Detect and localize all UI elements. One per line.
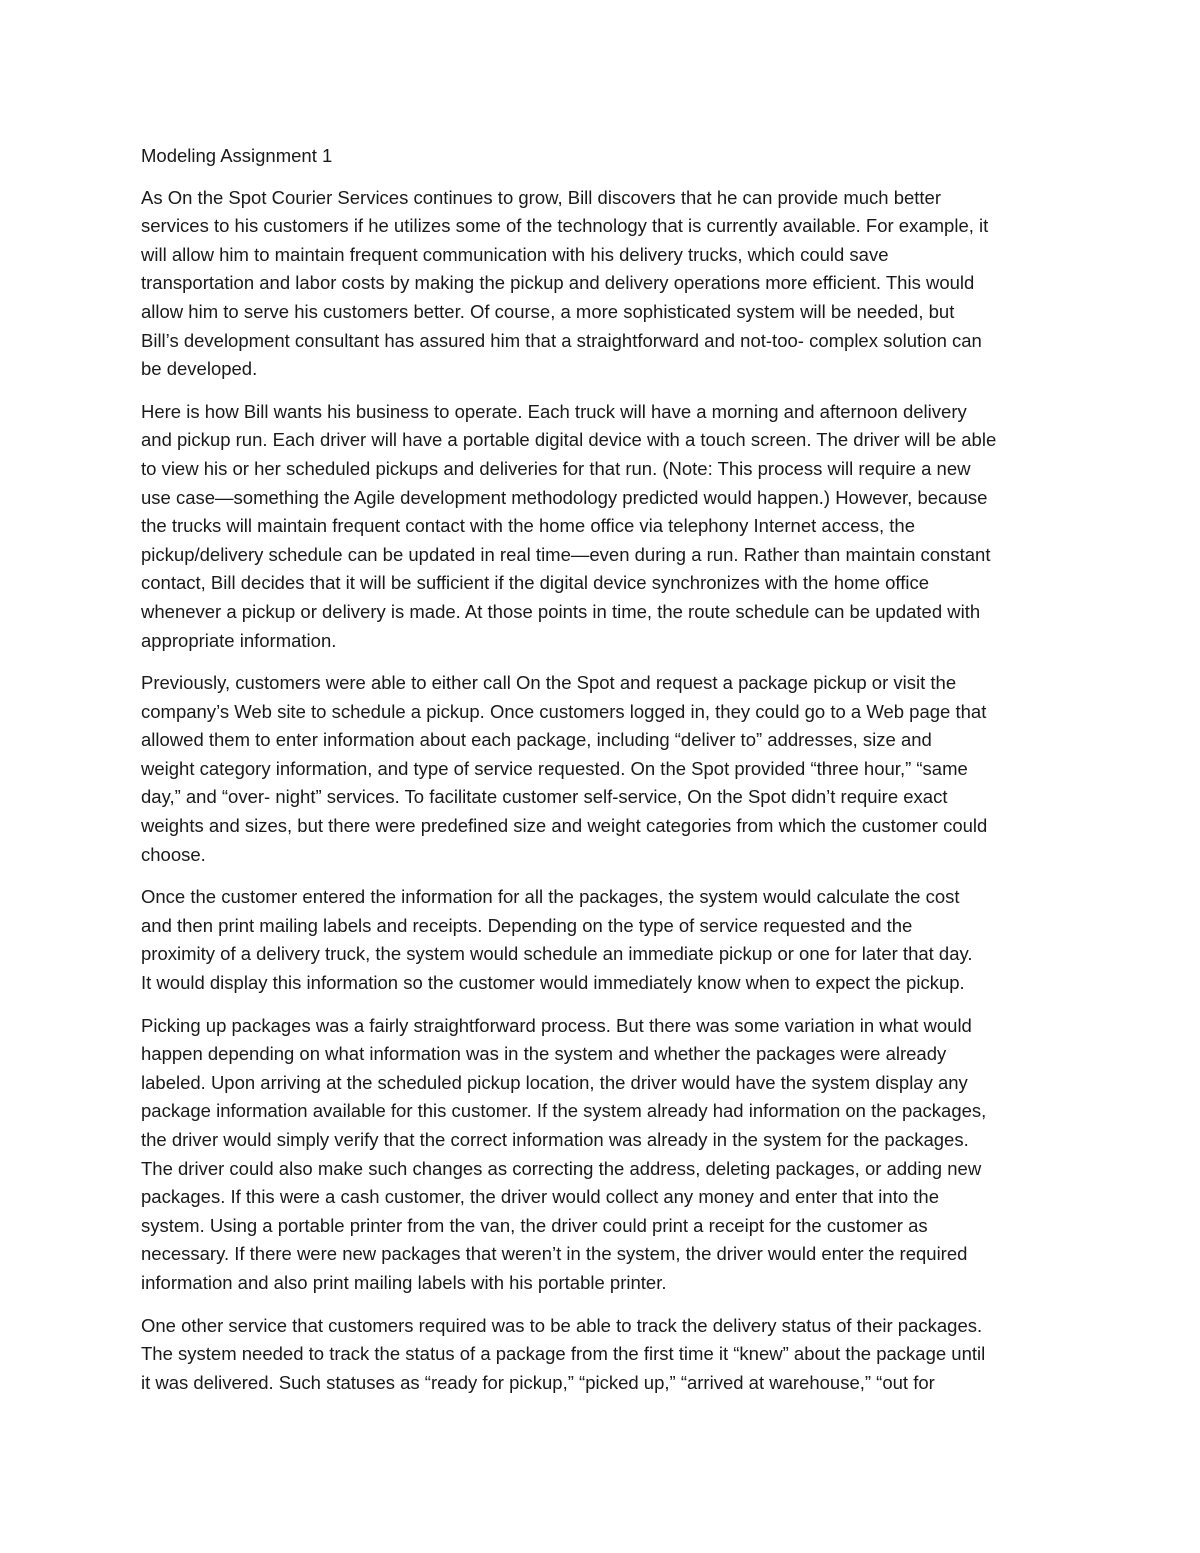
- text-line: use case—something the Agile development methodology predicted would happen.) However, because: [141, 486, 988, 508]
- text-line: Here is how Bill wants his business to operate. Each truck will have a morning and afternoon delivery: [141, 400, 967, 422]
- text-line: day,” and “over- night” services. To facilitate customer self-service, On the Spot didn’t require exact: [141, 786, 948, 808]
- text-line: company’s Web site to schedule a pickup. Once customers logged in, they could go to a Web page that: [141, 700, 987, 722]
- text-line: pickup/delivery schedule can be updated in real time—even during a run. Rather than maintain constant: [141, 543, 991, 565]
- text-line: package information available for this customer. If the system already had information on the packages,: [141, 1100, 987, 1122]
- text-line: appropriate information.: [141, 629, 337, 651]
- text-line: Bill’s development consultant has assured him that a straightforward and not-too- complex solution can: [141, 329, 982, 351]
- text-line: and then print mailing labels and receipts. Depending on the type of service requested and the: [141, 914, 913, 936]
- text-line: packages. If this were a cash customer, the driver would collect any money and enter that into the: [141, 1186, 939, 1208]
- paragraph: [141, 184, 1066, 384]
- text-line: The driver could also make such changes as correcting the address, deleting packages, or adding new: [141, 1157, 982, 1179]
- text-line: weights and sizes, but there were predefined size and weight categories from which the customer could: [141, 815, 988, 837]
- text-line: whenever a pickup or delivery is made. At those points in time, the route schedule can be updated with: [141, 600, 981, 622]
- paragraph-list: [141, 184, 1066, 1398]
- document-body: [141, 142, 1066, 1411]
- document-title: Modeling Assignment 1: [141, 145, 333, 166]
- paragraph: [141, 398, 1066, 655]
- text-line: system. Using a portable printer from the van, the driver could print a receipt for the customer as: [141, 1214, 928, 1236]
- text-line: The system needed to track the status of a package from the first time it “knew” about the package until: [141, 1343, 986, 1365]
- paragraph: [141, 1012, 1066, 1298]
- text-line: be developed.: [141, 358, 258, 380]
- text-line: necessary. If there were new packages that weren’t in the system, the driver would enter the required: [141, 1243, 968, 1265]
- text-line: allow him to serve his customers better. Of course, a more sophisticated system will be needed, but: [141, 300, 955, 322]
- text-line: information and also print mailing labels with his portable printer.: [141, 1271, 667, 1293]
- text-line: contact, Bill decides that it will be sufficient if the digital device synchronizes with the home office: [141, 572, 930, 594]
- text-line: One other service that customers required was to be able to track the delivery status of their packages.: [141, 1314, 983, 1336]
- paragraph: [141, 1312, 1066, 1398]
- text-line: it was delivered. Such statuses as “ready for pickup,” “picked up,” “arrived at warehouse,” “out for: [141, 1371, 935, 1393]
- text-line: happen depending on what information was in the system and whether the packages were already: [141, 1043, 947, 1065]
- text-line: choose.: [141, 843, 206, 865]
- text-line: It would display this information so the customer would immediately know when to expect the pickup.: [141, 972, 965, 994]
- text-line: the driver would simply verify that the correct information was already in the system for the packages.: [141, 1129, 969, 1150]
- text-line: As On the Spot Courier Services continues to grow, Bill discovers that he can provide much better: [141, 186, 942, 208]
- text-line: transportation and labor costs by making the pickup and delivery operations more efficient. This would: [141, 272, 975, 294]
- text-line: weight category information, and type of service requested. On the Spot provided “three hour,” “same: [141, 757, 968, 779]
- text-line: to view his or her scheduled pickups and deliveries for that run. (Note: This process will require a new: [141, 457, 971, 479]
- text-line: labeled. Upon arriving at the scheduled pickup location, the driver would have the system display any: [141, 1071, 968, 1093]
- text-line: and pickup run. Each driver will have a portable digital device with a touch screen. The driver will be able: [141, 429, 997, 451]
- paragraph: [141, 669, 1066, 869]
- paragraph: [141, 883, 1066, 997]
- text-line: services to his customers if he utilizes some of the technology that is currently available. For example, it: [141, 215, 989, 237]
- text-line: will allow him to maintain frequent communication with his delivery trucks, which could save: [141, 243, 889, 265]
- text-line: proximity of a delivery truck, the system would schedule an immediate pickup or one for later that day.: [141, 943, 973, 965]
- text-line: Picking up packages was a fairly straightforward process. But there was some variation in what would: [141, 1014, 972, 1036]
- text-line: allowed them to enter information about each package, including “deliver to” addresses, size and: [141, 729, 932, 751]
- text-line: the trucks will maintain frequent contact with the home office via telephony Internet access, the: [141, 515, 915, 537]
- text-line: Previously, customers were able to either call On the Spot and request a package pickup or visit the: [141, 672, 957, 694]
- text-line: Once the customer entered the information for all the packages, the system would calculate the cost: [141, 886, 960, 908]
